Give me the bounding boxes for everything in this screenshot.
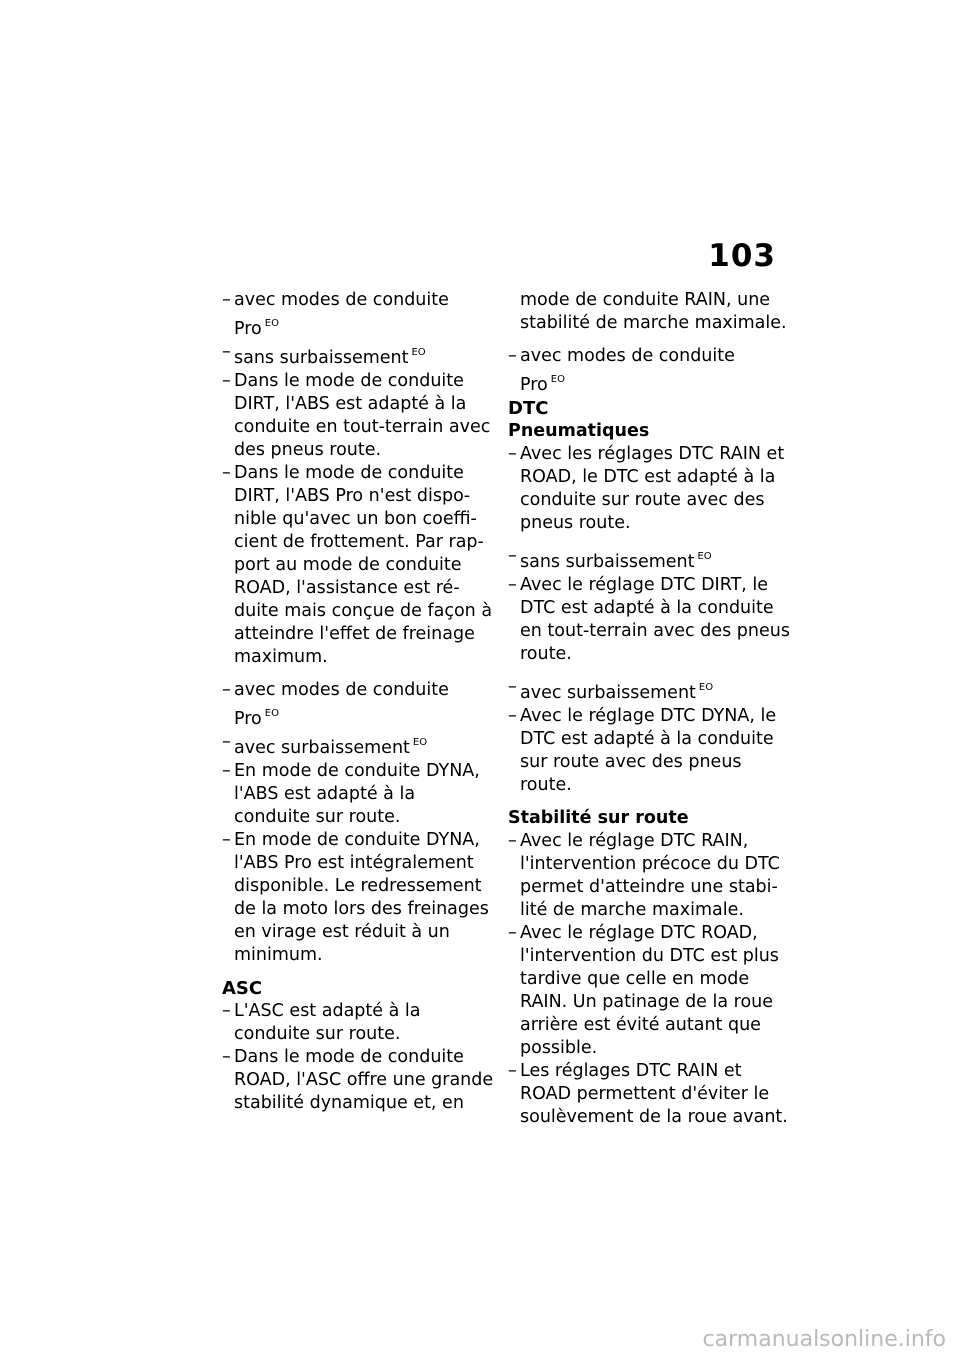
list-item: – En mode de conduite DYNA, l'ABS Pro est intégralement disponible. Le redressement de la moto lors des freinages en virage est réduit à un minimum. (222, 829, 494, 967)
left-column (222, 289, 494, 1115)
watermark: carmanualsonline.info (702, 1327, 946, 1352)
subheading-pneumatiques: Pneumatiques (508, 421, 650, 441)
section-heading-asc: ASC (222, 978, 263, 999)
list-item-continuation: Pro $^{EO}$ (520, 374, 565, 395)
eo-superscript: EO (264, 318, 279, 329)
right-column (508, 289, 790, 1129)
list-item: – Avec les réglages DTC RAIN et ROAD, le DTC est adapté à la conduite sur route avec des pneus route. (508, 443, 790, 535)
eo-superscript: EO (550, 374, 565, 385)
eo-superscript: EO (698, 682, 714, 693)
list-item: – En mode de conduite DYNA, l'ABS est adapté à la conduite sur route. (222, 760, 494, 829)
list-item-continuation: Pro $^{EO}$ (234, 318, 279, 339)
list-item: – avec modes de conduite (222, 289, 494, 312)
eo-superscript: EO (412, 737, 428, 748)
list-item-continuation: Pro $^{EO}$ (234, 708, 279, 729)
eo-superscript: EO (411, 347, 426, 358)
list-item: – Dans le mode de conduite DIRT, l'ABS Pro n'est disponible qu'avec un bon coefficient de frottement. Par rapport au mode de conduite ROAD, l'assistance est réduite mais conçue de façon à atteindre l'effet de freinage maximum. (222, 462, 494, 669)
list-item: – sans surbaissement $^{EO}$ (222, 341, 494, 370)
list-item: – avec modes de conduite (508, 345, 790, 368)
eo-superscript: EO (697, 551, 712, 562)
list-item: – avec surbaissement $^{EO}$ (508, 676, 790, 705)
list-item: – avec modes de conduite (222, 679, 494, 702)
list-item: – sans surbaissement $^{EO}$ (508, 545, 790, 574)
list-item: – Avec le réglage DTC RAIN, l'intervention précoce du DTC permet d'atteindre une stabilité de marche maximale. (508, 830, 790, 922)
eo-superscript: EO (264, 708, 279, 719)
list-item: – Dans le mode de conduite DIRT, l'ABS est adapté à la conduite en tout-terrain avec des pneus route. (222, 370, 494, 462)
list-item: – Avec le réglage DTC DYNA, le DTC est adapté à la conduite sur route avec des pneus route. (508, 705, 790, 797)
list-item: – avec surbaissement $^{EO}$ (222, 731, 494, 760)
section-heading-dtc: DTC (508, 398, 549, 419)
list-item: – Dans le mode de conduite ROAD, l'ASC offre une grande stabilité dynamique et, en (222, 1046, 494, 1115)
subheading-stabilite: Stabilité sur route (508, 808, 689, 828)
list-item: – L'ASC est adapté à la conduite sur route. (222, 1000, 494, 1046)
list-item-continuation: mode de conduite RAIN, une stabilité de marche maximale. (520, 290, 787, 333)
list-item: – Avec le réglage DTC ROAD, l'intervention du DTC est plus tardive que celle en mode RAIN. Un patinage de la roue arrière est évité autant que possible. (508, 922, 790, 1060)
page-number: 103 (708, 238, 776, 274)
list-item: – Les réglages DTC RAIN et ROAD permettent d'éviter le soulèvement de la roue avant. (508, 1060, 790, 1129)
list-item: – Avec le réglage DTC DIRT, le DTC est adapté à la conduite en tout-terrain avec des pneus route. (508, 574, 790, 666)
